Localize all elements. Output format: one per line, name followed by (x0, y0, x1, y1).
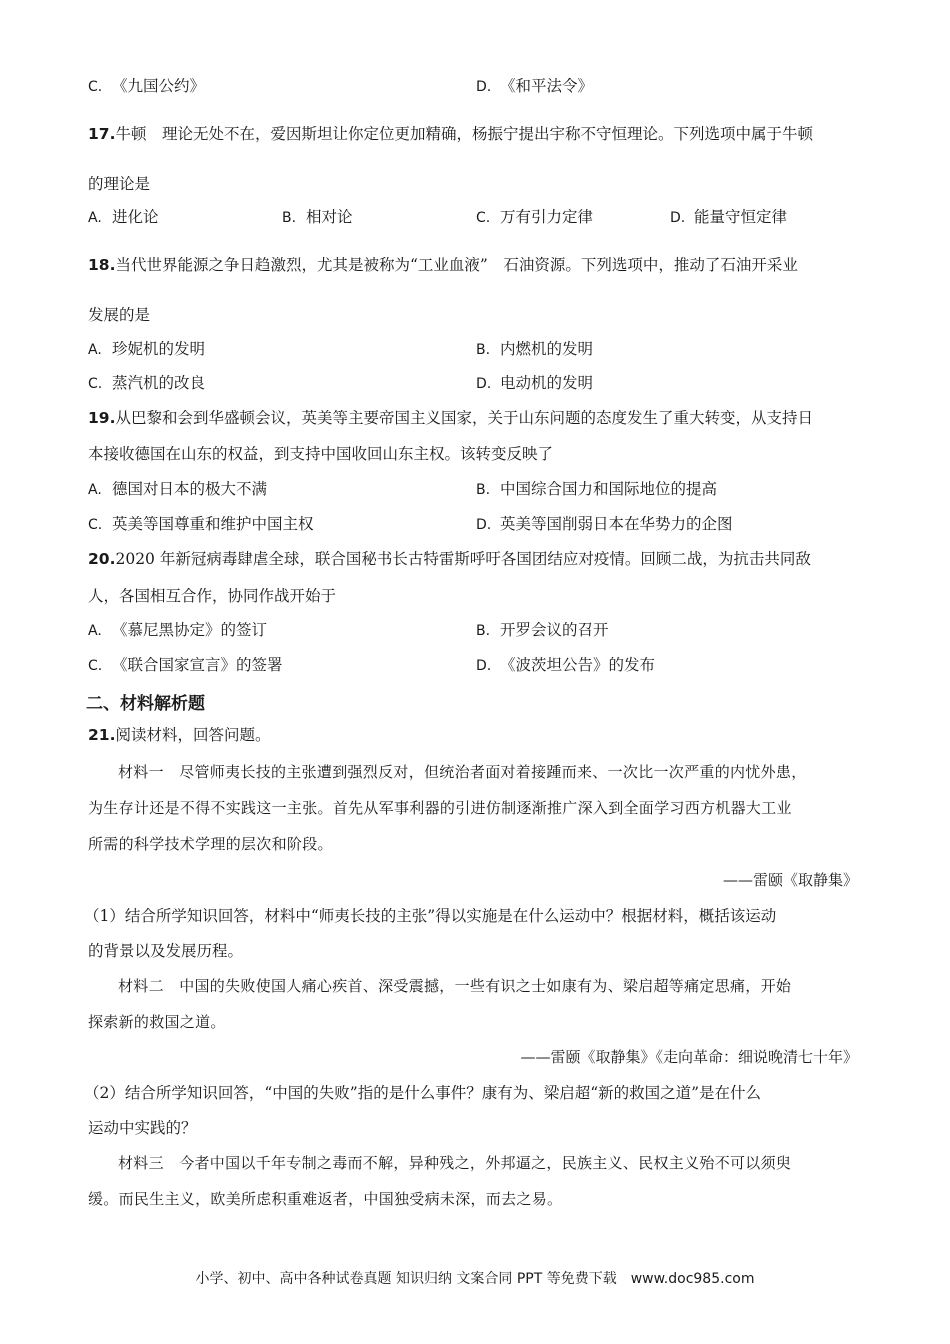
option-letter: C. (88, 658, 103, 674)
q17-option-d (670, 207, 787, 228)
q20-option-c-text: 《联合国家宣言》的签署 (112, 656, 283, 674)
q20-number: 20. (88, 550, 116, 568)
q19-option-c-text: 英美等国尊重和维护中国主权 (112, 515, 314, 533)
q19-option-d-text: 英美等国削弱日本在华势力的企图 (500, 515, 733, 533)
q17-option-b (282, 207, 353, 228)
q18-option-b (476, 339, 593, 360)
q17-option-a (88, 207, 159, 228)
q20-option-b-text: 开罗会议的召开 (500, 621, 609, 639)
q19-option-a (88, 479, 267, 500)
q17-stem-line1 (88, 124, 813, 144)
q18-option-d (476, 373, 593, 394)
q17-stem-line2: 的理论是 (88, 175, 151, 193)
q19-number: 19. (88, 409, 116, 427)
q20-stem-line2: 人，各国相互合作，协同作战开始于 (88, 587, 337, 605)
q16-option-c (88, 76, 205, 97)
q16-option-c-text: 《九国公约》 (112, 77, 206, 95)
q19-stem-line1 (88, 408, 813, 428)
material-2-line2: 探索新的救国之道。 (88, 1013, 226, 1031)
option-letter: C. (88, 79, 103, 95)
q17-option-b-text: 相对论 (306, 208, 353, 226)
subquestion-2-line2: 运动中实践的？ (88, 1119, 197, 1137)
option-letter: C. (476, 210, 491, 226)
option-letter: A. (88, 342, 102, 358)
q18-option-a (88, 339, 205, 360)
option-letter: C. (88, 517, 103, 533)
q17-stem-text1: 牛顿 理论无处不在，爱因斯坦让你定位更加精确，杨振宁提出宇称不守恒理论。下列选项中属于牛顿 (115, 125, 813, 143)
q20-option-d-text: 《波茨坦公告》的发布 (500, 656, 656, 674)
option-letter: D. (476, 658, 492, 674)
q16-option-d-text: 《和平法令》 (500, 77, 594, 95)
q18-stem-line2: 发展的是 (88, 306, 151, 324)
q21-number: 21. (88, 726, 116, 744)
material-1-line1: 材料一 尽管师夷长技的主张遭到强烈反对，但统治者面对着接踵而来、一次比一次严重的内忧外患， (118, 763, 807, 781)
q20-stem-line1 (88, 549, 811, 569)
option-letter: D. (670, 210, 686, 226)
q19-option-b (476, 479, 717, 500)
material-2-source: ——雷颐《取静集》《走向革命：细说晚清七十年》 (520, 1048, 858, 1066)
q19-option-b-text: 中国综合国力和国际地位的提高 (500, 480, 718, 498)
option-letter: A. (88, 210, 102, 226)
option-letter: A. (88, 482, 102, 498)
option-letter: B. (282, 210, 297, 226)
option-letter: A. (88, 623, 102, 639)
material-3-line1: 材料三 今者中国以千年专制之毒而不解，异种残之，外邦逼之，民族主义、民权主义殆不可以须臾 (118, 1154, 792, 1172)
q19-option-d (476, 514, 733, 535)
q20-option-c (88, 655, 283, 676)
option-letter: D. (476, 517, 492, 533)
q18-option-a-text: 珍妮机的发明 (112, 340, 206, 358)
q17-number: 17. (88, 125, 116, 143)
q17-option-d-text: 能量守恒定律 (694, 208, 788, 226)
q18-stem-line1 (88, 255, 798, 275)
q20-option-a (88, 620, 267, 641)
option-letter: B. (476, 342, 491, 358)
option-letter: C. (88, 376, 103, 392)
option-letter: D. (476, 376, 492, 392)
q18-option-c-text: 蒸汽机的改良 (112, 374, 206, 392)
material-1-line3: 所需的科学技术学理的层次和阶段。 (88, 835, 333, 853)
option-letter: B. (476, 482, 491, 498)
q17-option-c (476, 207, 593, 228)
subquestion-1-line2: 的背景以及发展历程。 (88, 942, 244, 960)
q18-stem-text1: 当代世界能源之争日趋激烈，尤其是被称为“工业血液” 石油资源。下列选项中，推动了石油开采业 (115, 256, 798, 274)
option-letter: B. (476, 623, 491, 639)
q17-option-c-text: 万有引力定律 (500, 208, 594, 226)
q20-option-a-text: 《慕尼黑协定》的签订 (112, 621, 268, 639)
material-1-source: ——雷颐《取静集》 (722, 871, 858, 889)
q19-option-c (88, 514, 314, 535)
subquestion-1-line1: （1）结合所学知识回答，材料中“师夷长技的主张”得以实施是在什么运动中？根据材料，概括该运动 (84, 907, 777, 925)
q18-option-b-text: 内燃机的发明 (500, 340, 594, 358)
q21-intro-text: 阅读材料，回答问题。 (115, 726, 271, 744)
material-1-line2: 为生存计还是不得不实践这一主张。首先从军事利器的引进仿制逐渐推广深入到全面学习西方机器大工业 (88, 799, 792, 817)
subquestion-2-line1: （2）结合所学知识回答，“中国的失败”指的是什么事件？康有为、梁启超“新的救国之道”是在什么 (84, 1084, 762, 1102)
q18-option-d-text: 电动机的发明 (500, 374, 594, 392)
q19-stem-text1: 从巴黎和会到华盛顿会议，英美等主要帝国主义国家，关于山东问题的态度发生了重大转变，从支持日 (115, 409, 813, 427)
material-3-line2: 缓。而民生主义，欧美所虑积重难返者，中国独受病未深，而去之易。 (88, 1190, 563, 1208)
q19-stem-line2: 本接收德国在山东的权益，到支持中国收回山东主权。该转变反映了 (88, 445, 554, 463)
q19-option-a-text: 德国对日本的极大不满 (112, 480, 268, 498)
q20-stem-text1: 2020 年新冠病毒肆虐全球，联合国秘书长古特雷斯呼吁各国团结应对疫情。回顾二战，为抗击共同敌 (115, 550, 811, 568)
q18-option-c (88, 373, 205, 394)
q20-option-d (476, 655, 655, 676)
q18-number: 18. (88, 256, 116, 274)
q20-option-b (476, 620, 609, 641)
material-2-line1: 材料二 中国的失败使国人痛心疾首、深受震撼，一些有识之士如康有为、梁启超等痛定思痛，开始 (118, 977, 792, 995)
option-letter: D. (476, 79, 492, 95)
q21-intro (88, 725, 270, 745)
q17-option-a-text: 进化论 (112, 208, 159, 226)
page-footer: 小学、初中、高中各种试卷真题 知识归纳 文案合同 PPT 等免费下载 www.doc985.com (195, 1271, 755, 1287)
section-heading: 二、材料解析题 (86, 694, 205, 714)
q16-option-d (476, 76, 593, 97)
